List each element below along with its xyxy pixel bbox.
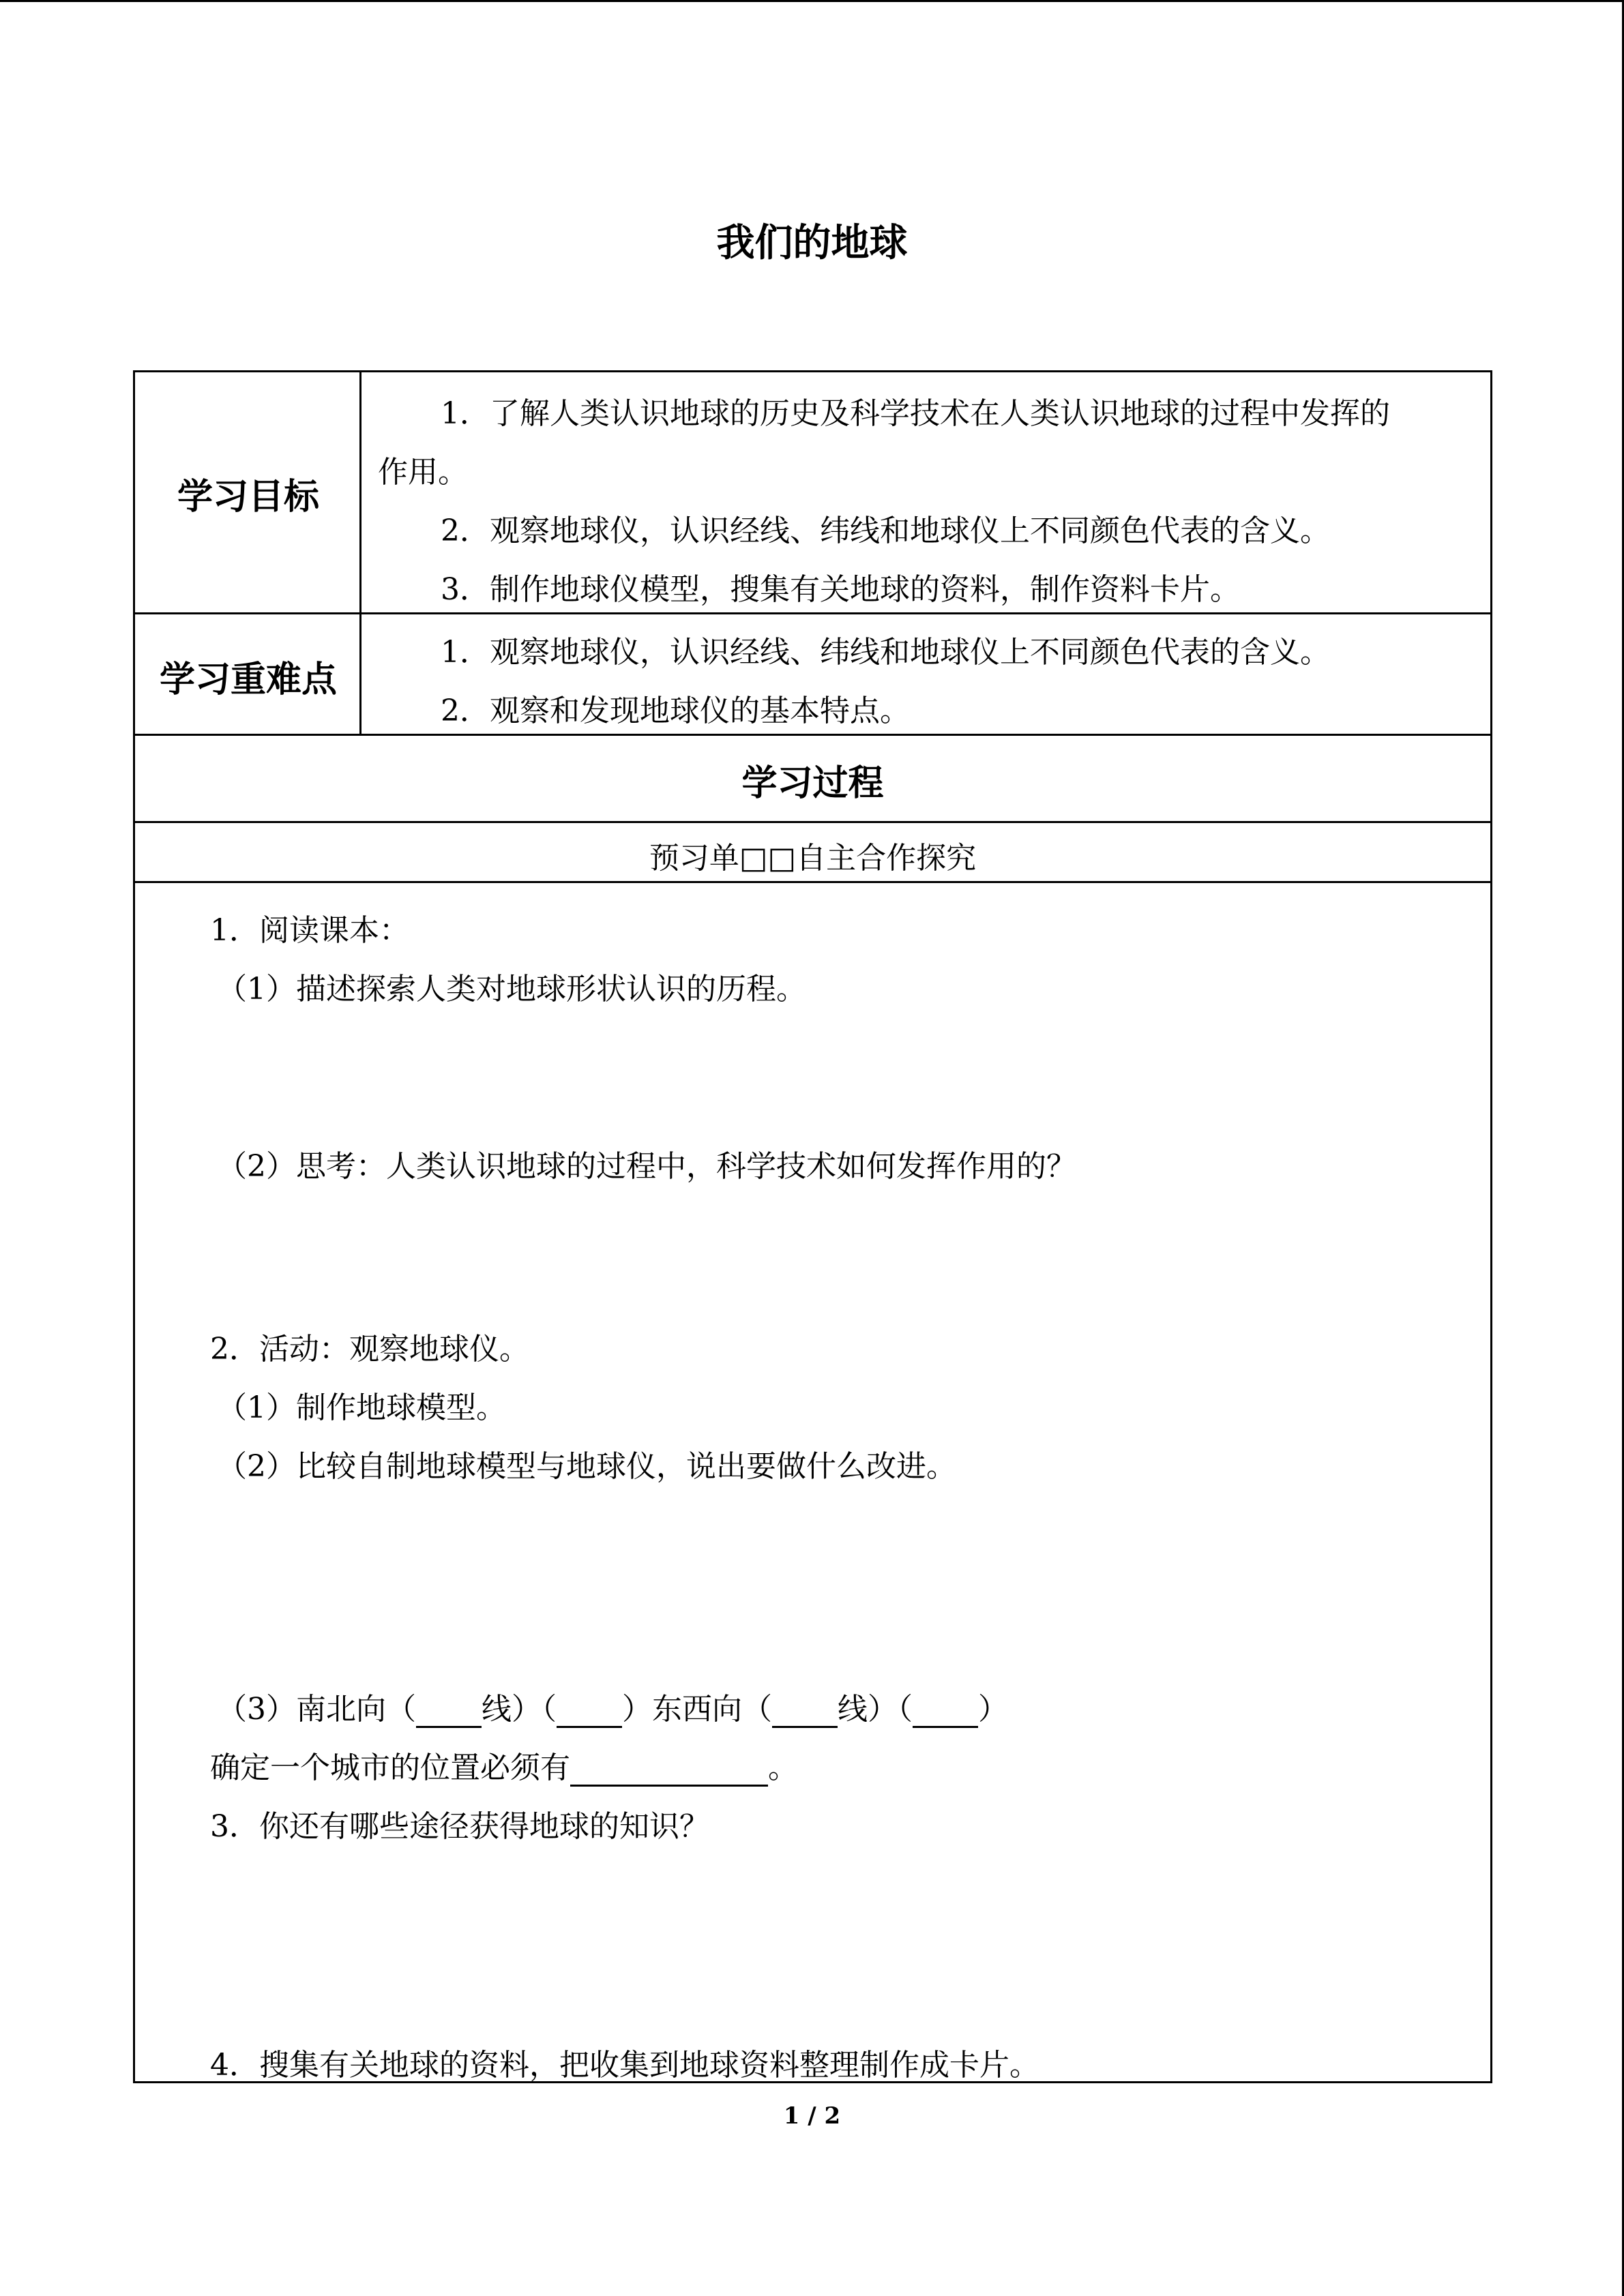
question-1-1: （1）描述探索人类对地球形状认识的历程。 <box>217 972 806 1007</box>
question-2-1: （1）制作地球模型。 <box>217 1390 506 1425</box>
answer-blank[interactable] <box>557 1695 622 1728</box>
answer-blank[interactable] <box>416 1695 482 1728</box>
q2-3-part-3: ）东西向（ <box>622 1692 772 1727</box>
answer-blank[interactable] <box>772 1695 838 1728</box>
row-divider <box>135 612 1490 614</box>
process-subheading: 预习单□□自主合作探究 <box>649 841 977 876</box>
objectives-label: 学习目标 <box>177 477 319 518</box>
page-title: 我们的地球 <box>716 221 908 265</box>
q2-3-part-2: 线）（ <box>482 1692 557 1727</box>
row-divider <box>135 821 1490 823</box>
question-2-4 <box>210 1743 798 1787</box>
row-divider <box>135 881 1490 883</box>
objective-1-continued: 作用。 <box>378 455 468 490</box>
q2-3-part-5: ） <box>978 1692 1008 1727</box>
objective-3: 3．制作地球仪模型，搜集有关地球的资料，制作资料卡片。 <box>441 572 1240 607</box>
objective-2: 2．观察地球仪，认识经线、纬线和地球仪上不同颜色代表的含义。 <box>441 513 1330 548</box>
q2-3-part-4: 线）（ <box>838 1692 913 1727</box>
objective-1: 1．了解人类认识地球的历史及科学技术在人类认识地球的过程中发挥的 <box>441 396 1390 431</box>
question-2: 2．活动：观察地球仪。 <box>210 1332 529 1367</box>
question-2-3 <box>217 1684 1008 1728</box>
question-3: 3．你还有哪些途径获得地球的知识？ <box>210 1809 709 1844</box>
question-1-2: （2）思考：人类认识地球的过程中，科学技术如何发挥作用的？ <box>217 1149 1076 1184</box>
process-heading: 学习过程 <box>741 763 884 804</box>
key-point-1: 1．观察地球仪，认识经线、纬线和地球仪上不同颜色代表的含义。 <box>441 635 1330 670</box>
answer-blank[interactable] <box>570 1753 768 1787</box>
answer-blank[interactable] <box>913 1695 978 1728</box>
question-4: 4．搜集有关地球的资料，把收集到地球资料整理制作成卡片。 <box>210 2048 1039 2083</box>
key-points-label: 学习重难点 <box>159 659 337 700</box>
q2-3-part-1: （3）南北向（ <box>217 1692 416 1727</box>
worksheet-table <box>133 370 1492 2083</box>
key-point-2: 2．观察和发现地球仪的基本特点。 <box>441 694 910 728</box>
question-2-2: （2）比较自制地球模型与地球仪，说出要做什么改进。 <box>217 1449 956 1484</box>
top-border <box>0 0 1624 2</box>
q2-4-part-2: 。 <box>768 1750 798 1785</box>
page-number: 1 / 2 <box>783 2102 841 2130</box>
row-divider <box>135 734 1490 736</box>
question-1: 1．阅读课本： <box>210 913 409 948</box>
q2-4-part-1: 确定一个城市的位置必须有 <box>210 1750 570 1785</box>
